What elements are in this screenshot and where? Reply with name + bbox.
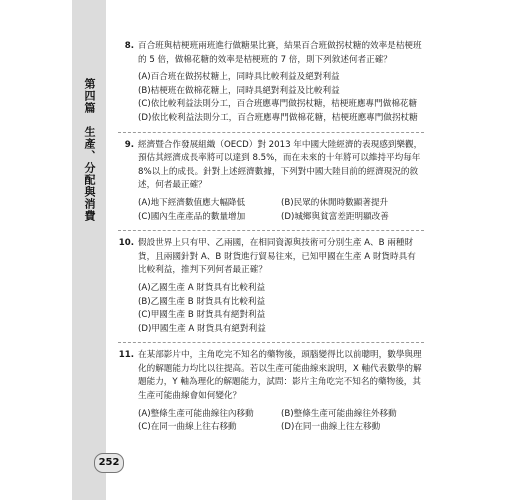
question-8 <box>118 40 424 133</box>
option-a: (A)乙國生產 A 財貨具有比較利益 <box>138 282 266 293</box>
option-a: (A)地下經濟數值應大幅降低 <box>138 197 246 208</box>
option-list <box>138 408 424 435</box>
question-number: 11. <box>118 350 134 361</box>
option-list <box>138 71 424 125</box>
question-stem: 假設世界上只有甲、乙兩國，在相同資源與技術可分別生產 A、B 兩種財貨，且兩國針對 A、B 財貨進行貿易往來，已知甲國在生產 A 財貨時具有比較利益，推判下列何者最正確？ <box>138 238 416 276</box>
option-b: (B)乙國生產 B 財貨具有比較利益 <box>138 296 266 307</box>
question-stem: 百合班與桔梗班兩班進行做糖果比賽，結果百合班做拐杖糖的效率是桔梗班的 5 倍，做棉花糖的效率是桔梗班的 7 倍，則下列敘述何者正確？ <box>138 41 422 65</box>
option-a: (A)整條生產可能曲線往內移動 <box>138 408 254 419</box>
question-number: 10. <box>118 238 134 249</box>
option-c: (C)國內生產產品的數量增加 <box>138 211 246 222</box>
option-d: (D)在同一曲線上往左移動 <box>281 422 381 433</box>
page-number: 252 <box>94 453 124 473</box>
question-number: 8. <box>124 41 134 51</box>
option-d: (D)依比較利益法則分工，百合班應專門做棉花糖，桔梗班應專門做拐杖糖 <box>138 112 418 123</box>
chapter-sidebar <box>72 0 106 500</box>
question-9 <box>118 139 424 232</box>
option-c: (C)依比較利益法則分工，百合班應專門做拐杖糖，桔梗班應專門做棉花糖 <box>138 99 418 110</box>
question-stem: 經濟暨合作發展組織（OECD）對 2013 年中國大陸經濟的表現感到樂觀，預估其經濟成長率將可以達到 8.5%，而在未來的十年將可以維持平均每年 8%以上的成長。針對上述經濟數據，下列對中國大陸目前的經濟現況的敘述，何者最正確？ <box>138 139 423 191</box>
option-d: (D)城鄉與貧富差距明顯改善 <box>281 211 389 222</box>
option-b: (B)桔梗班在做棉花糖上，同時具絕對利益及比較利益 <box>138 85 340 96</box>
question-list <box>118 40 424 447</box>
option-a: (A)百合班在做拐杖糖上，同時具比較利益及絕對利益 <box>138 72 340 83</box>
option-b: (B)整條生產可能曲線往外移動 <box>281 408 397 419</box>
question-10 <box>118 237 424 343</box>
option-list <box>138 282 424 336</box>
option-list <box>138 197 424 224</box>
chapter-title: 第四篇 生產、分配與消費 <box>83 78 96 222</box>
question-number: 9. <box>124 139 134 150</box>
option-d: (D)甲國生產 A 財貨具有絕對利益 <box>138 323 266 334</box>
option-b: (B)民眾的休閒時數顯著提升 <box>281 197 389 208</box>
question-11 <box>118 349 424 441</box>
option-c: (C)甲國生產 B 財貨具有絕對利益 <box>138 310 266 321</box>
question-stem: 在某部影片中，主角吃完不知名的藥物後，頭腦變得比以前聰明，數學與理化的解題能力均比以往提高。若以生產可能曲線來說明，X 軸代表數學的解題能力，Y 軸為理化的解題能力，試問：影片主角吃完不知名的藥物後，其生產可能曲線會如何變化？ <box>138 350 422 402</box>
option-c: (C)在同一曲線上往右移動 <box>138 422 237 433</box>
